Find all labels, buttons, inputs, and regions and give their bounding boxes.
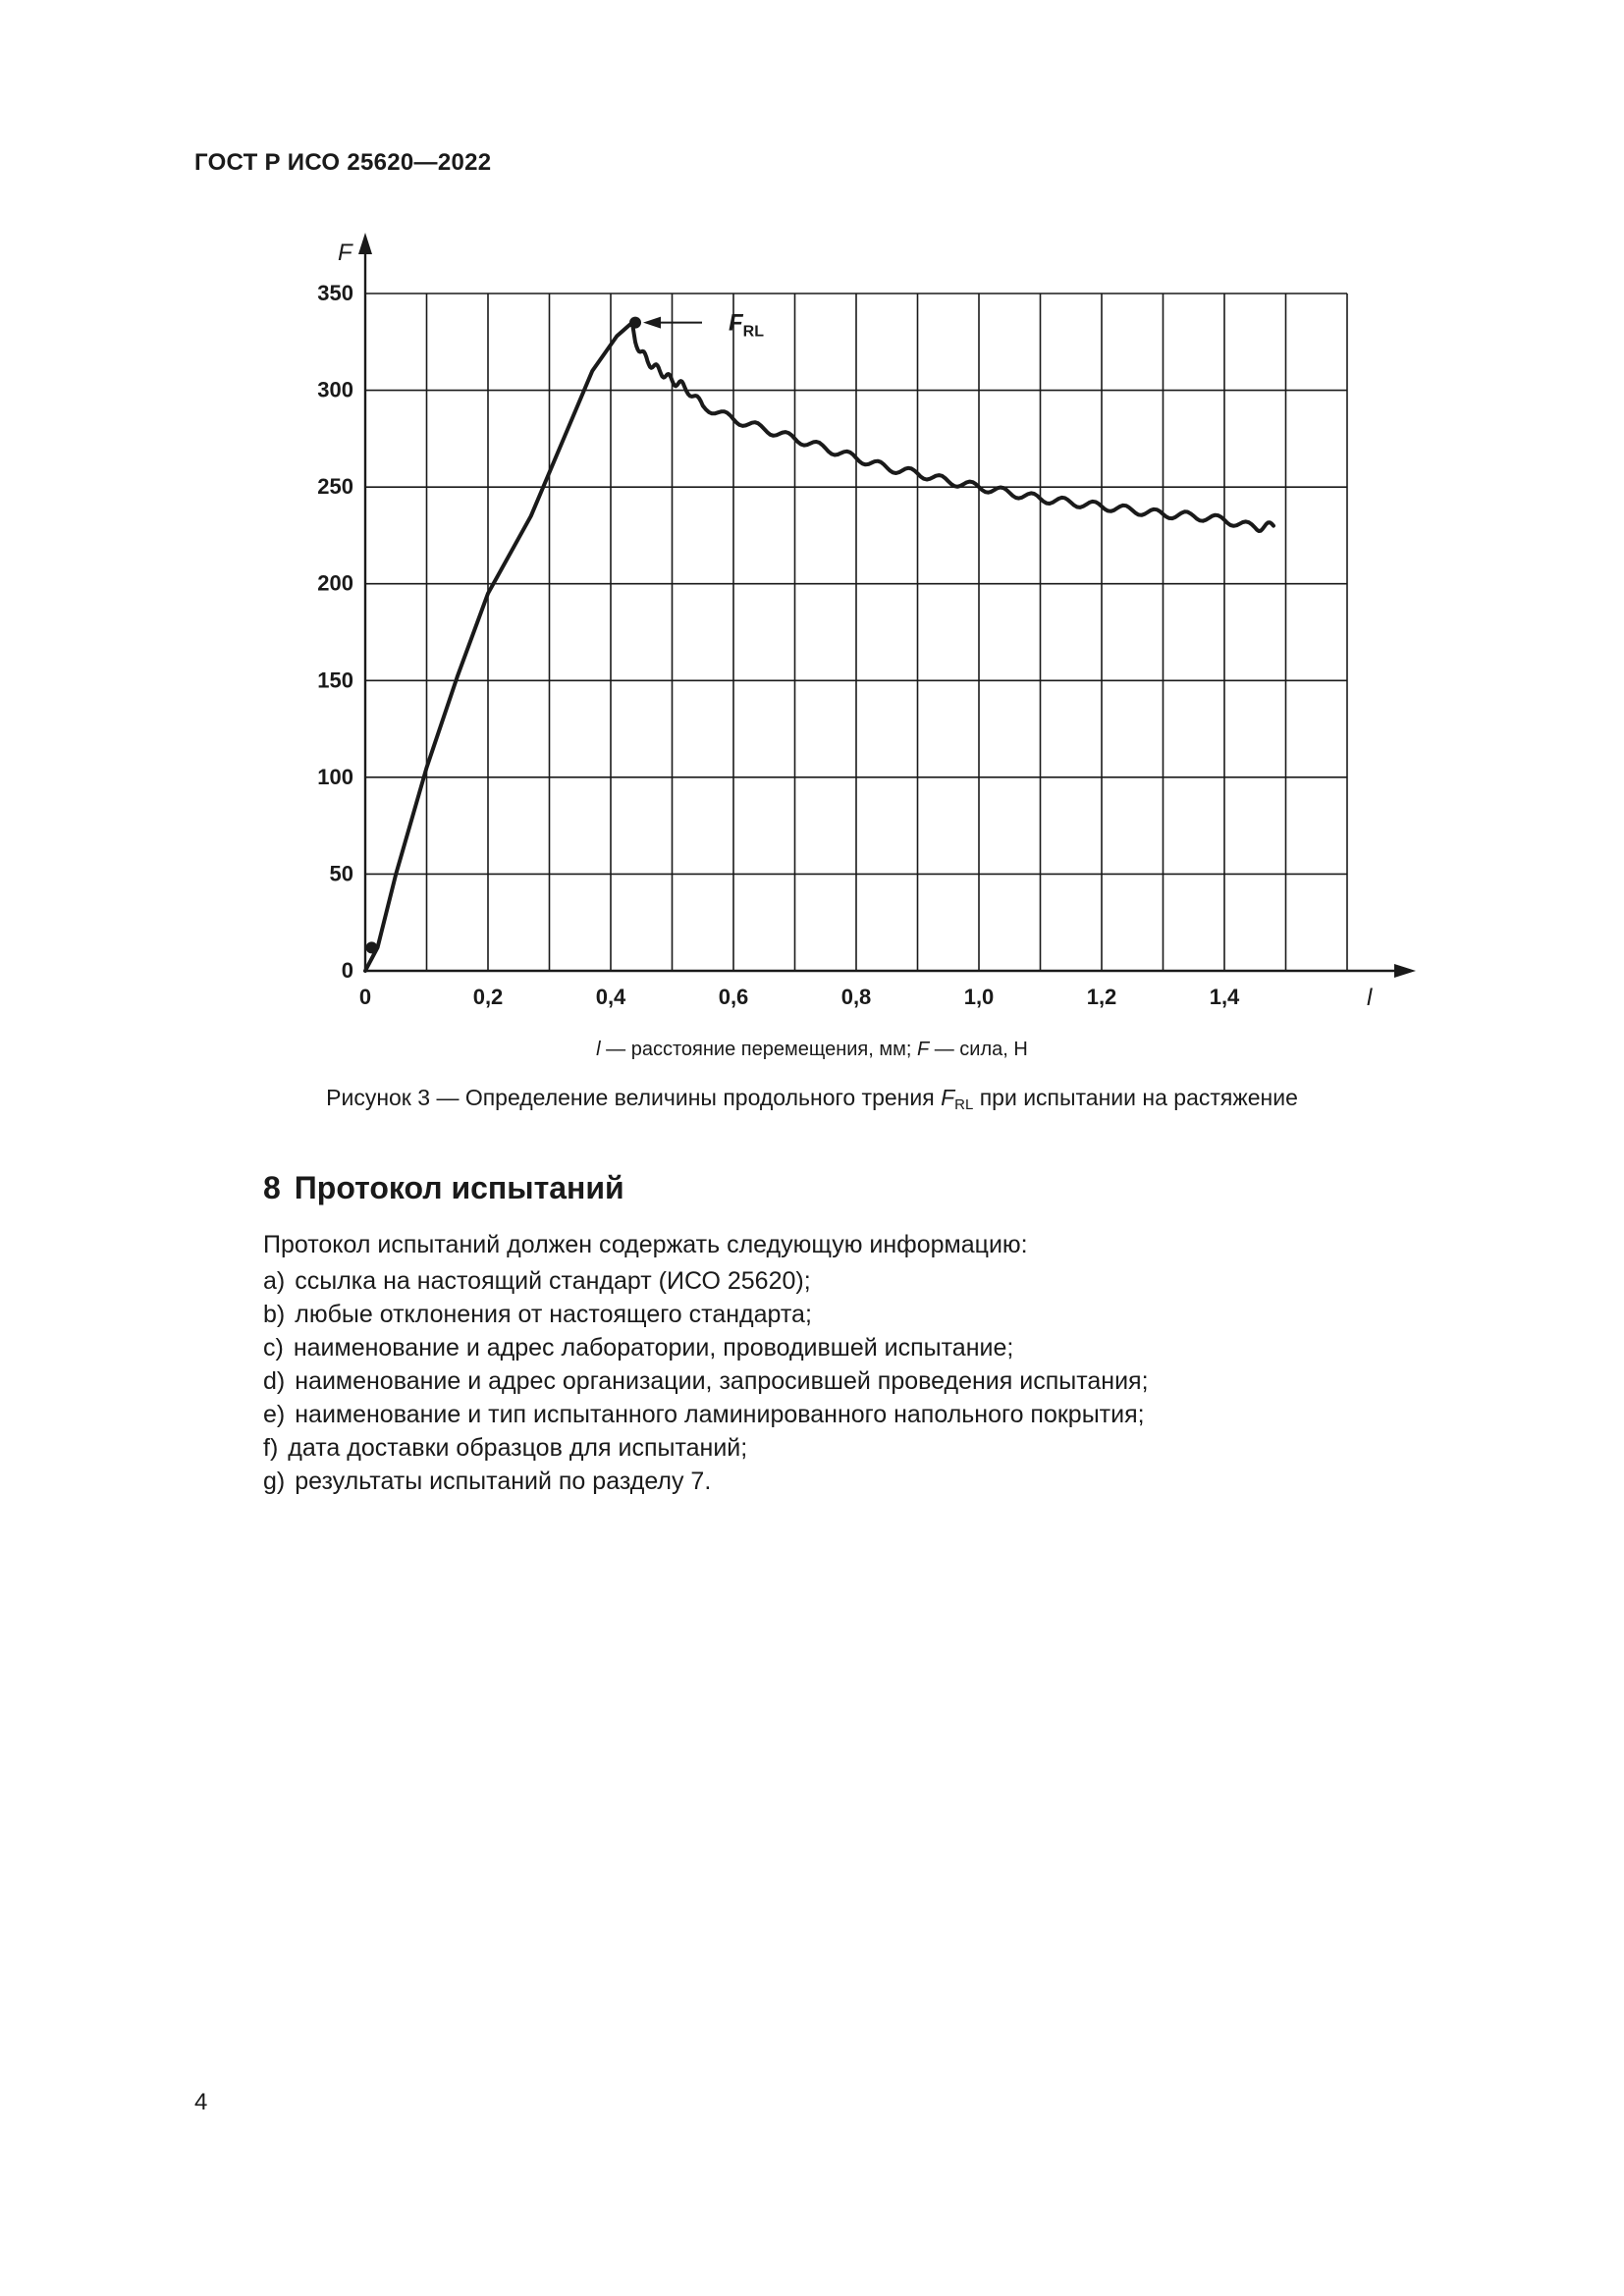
caption-subscript: RL <box>954 1096 974 1113</box>
item-text: наименование и тип испытанного ламинированного напольного покрытия; <box>295 1401 1145 1428</box>
legend-l-symbol: l <box>596 1039 601 1060</box>
section-intro: Протокол испытаний должен содержать следующую информацию: <box>263 1231 1028 1258</box>
caption-after: при испытании на растяжение <box>973 1085 1298 1110</box>
item-letter: g) <box>263 1468 286 1495</box>
item-letter: b) <box>263 1301 286 1328</box>
chart-axes <box>338 233 1416 1011</box>
section-title: Протокол испытаний <box>294 1170 624 1205</box>
item-letter: a) <box>263 1267 286 1295</box>
x-tick-label: 0,8 <box>840 985 872 1009</box>
annotation-symbol: F <box>729 309 743 337</box>
chart-annotation <box>629 310 764 341</box>
legend-l-text: — расстояние перемещения, мм; <box>600 1039 917 1060</box>
x-tick-label: 0 <box>358 985 372 1009</box>
section-number: 8 <box>263 1170 281 1205</box>
item-text: дата доставки образцов для испытаний; <box>288 1434 748 1462</box>
annotation-arrow-head <box>643 317 661 329</box>
y-tick-label: 0 <box>341 958 353 983</box>
item-text: любые отклонения от настоящего стандарта; <box>295 1301 812 1328</box>
annotation-label <box>729 310 764 341</box>
x-axis-label: l <box>1367 985 1373 1011</box>
x-tick-label: 0,4 <box>595 985 626 1009</box>
y-tick-label: 50 <box>329 861 353 886</box>
list-item <box>263 1431 1149 1465</box>
item-letter: c) <box>263 1334 284 1362</box>
list-item <box>263 1331 1149 1364</box>
y-tick-label: 200 <box>317 570 353 596</box>
item-text: результаты испытаний по разделу 7. <box>295 1468 712 1495</box>
y-tick-label: 300 <box>317 377 353 402</box>
section-heading <box>263 1170 624 1206</box>
list-item <box>263 1465 1149 1498</box>
item-letter: f) <box>263 1434 279 1462</box>
x-tick-label: 0,2 <box>472 985 504 1009</box>
item-text: наименование и адрес организации, запросившей проведения испытания; <box>295 1367 1149 1395</box>
chart-grid <box>365 294 1347 971</box>
legend-f-symbol: F <box>916 1039 930 1060</box>
legend-f-text: — сила, Н <box>929 1039 1028 1060</box>
y-axis-arrow <box>358 233 372 254</box>
list-item <box>263 1264 1149 1298</box>
annotation-subscript: RL <box>742 323 764 341</box>
document-header: ГОСТ Р ИСО 25620—2022 <box>194 149 492 176</box>
figure-legend <box>0 1039 1624 1061</box>
data-point-peak <box>629 317 641 329</box>
list-item <box>263 1298 1149 1331</box>
caption-before: Рисунок 3 — Определение величины продольного трения <box>326 1085 942 1110</box>
page-number: 4 <box>194 2089 208 2115</box>
y-tick-label: 100 <box>317 764 353 789</box>
x-tick-label: 1,0 <box>963 985 995 1009</box>
item-text: наименование и адрес лаборатории, проводившей испытание; <box>293 1334 1014 1362</box>
figure-caption <box>0 1085 1624 1113</box>
protocol-items-list <box>263 1264 1149 1498</box>
x-tick-label: 1,4 <box>1209 985 1240 1009</box>
caption-symbol: F <box>941 1085 955 1110</box>
list-item <box>263 1398 1149 1431</box>
item-letter: d) <box>263 1367 286 1395</box>
data-point-start <box>366 941 378 953</box>
list-item <box>263 1364 1149 1398</box>
y-tick-label: 150 <box>317 667 353 693</box>
y-axis-label: F <box>338 240 352 266</box>
item-letter: e) <box>263 1401 286 1428</box>
item-text: ссылка на настоящий стандарт (ИСО 25620); <box>295 1267 811 1295</box>
x-tick-label: 1,2 <box>1086 985 1117 1009</box>
y-tick-label: 250 <box>317 474 353 500</box>
x-tick-label: 0,6 <box>718 985 749 1009</box>
x-axis-arrow <box>1394 964 1416 978</box>
y-tick-label: 350 <box>317 281 353 305</box>
force-displacement-chart <box>295 221 1424 1026</box>
